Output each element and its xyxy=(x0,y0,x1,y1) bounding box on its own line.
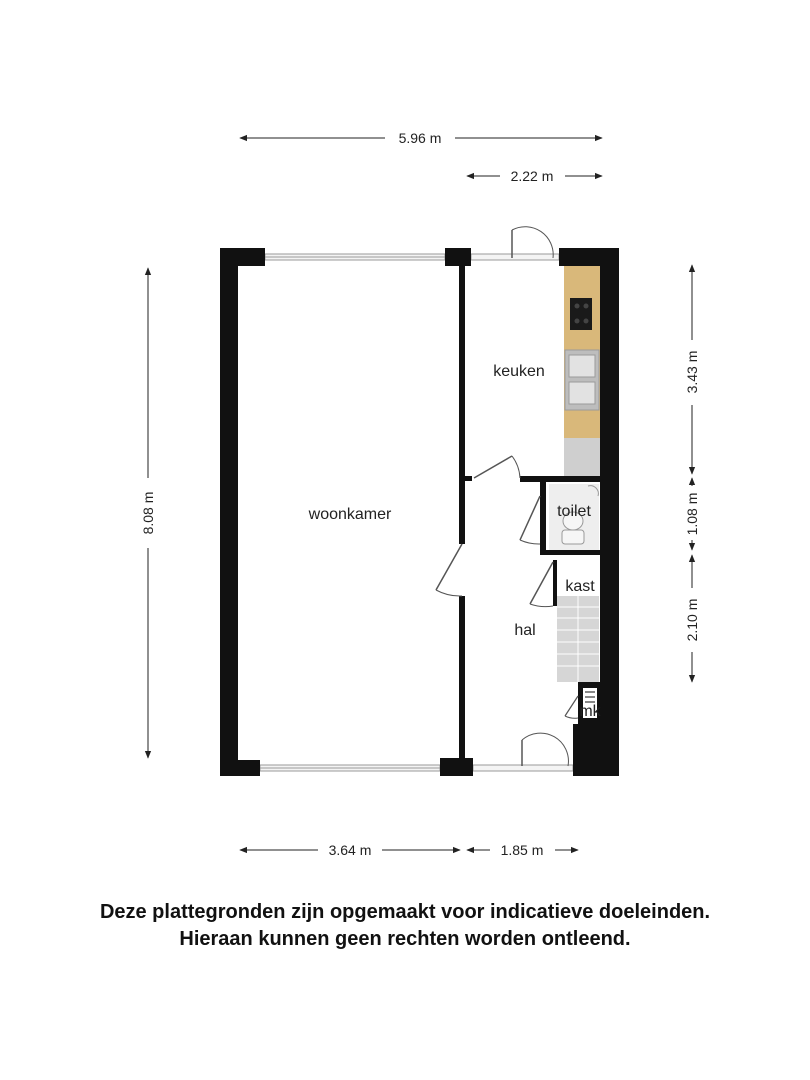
window-kitchen-top xyxy=(471,254,559,260)
dimension-right-kitchen xyxy=(684,265,700,474)
door-kitchen-exterior xyxy=(512,227,553,258)
burner-icon xyxy=(575,304,580,309)
kitchen-counter xyxy=(564,266,600,476)
dimension-label: 2.22 m xyxy=(510,168,554,184)
room-label-toilet: toilet xyxy=(557,503,591,520)
dimension-right-hall xyxy=(684,555,700,682)
wall-bottom-right xyxy=(573,724,619,776)
burner-icon xyxy=(584,304,589,309)
burner-icon xyxy=(584,319,589,324)
staircase xyxy=(557,596,599,682)
disclaimer-line-2: Hieraan kunnen geen rechten worden ontleend. xyxy=(179,928,631,950)
dimension-left-total xyxy=(140,268,156,758)
wall-top-left xyxy=(220,248,265,266)
dimension-label: 5.96 m xyxy=(398,130,442,146)
wall-kitchen-stub xyxy=(465,476,472,481)
wall-top-column xyxy=(445,248,471,266)
wall-right xyxy=(600,248,619,776)
door-living-hall xyxy=(436,544,462,596)
door-meter-cupboard xyxy=(565,696,578,718)
dimension-top-kitchen xyxy=(467,168,602,184)
wall-closet-left xyxy=(553,560,557,606)
door-toilet xyxy=(520,496,540,544)
wall-toilet-left xyxy=(540,482,546,554)
wall-toilet-bottom xyxy=(540,550,600,555)
windows xyxy=(260,254,573,771)
wall-kitchen-bottom xyxy=(520,476,600,482)
sink-basin-icon xyxy=(569,355,595,377)
door-kitchen-hall xyxy=(474,456,520,478)
door-front xyxy=(522,733,568,766)
dimension-label: 1.08 m xyxy=(684,492,700,536)
toilet-tank-icon xyxy=(562,530,584,544)
dimension-label: 8.08 m xyxy=(140,491,156,535)
burner-icon xyxy=(575,319,580,324)
room-label-keuken: keuken xyxy=(493,363,545,380)
wall-living-partition-lower xyxy=(459,596,465,760)
dimension-top-total xyxy=(240,130,602,146)
sink-basin-icon xyxy=(569,382,595,404)
window-hall-bottom xyxy=(473,765,573,771)
room-label-kast: kast xyxy=(565,578,595,595)
dimension-bottom-living xyxy=(240,842,460,858)
fridge-icon xyxy=(564,438,600,476)
door-closet xyxy=(530,562,553,607)
room-label-mk: mk xyxy=(579,703,601,720)
dimension-bottom-hall xyxy=(467,842,578,858)
wall-bottom-column xyxy=(440,758,473,776)
cooktop-icon xyxy=(570,298,592,330)
dimension-right-toilet xyxy=(684,478,700,550)
dimension-label: 1.85 m xyxy=(500,842,544,858)
dimension-label: 2.10 m xyxy=(684,598,700,642)
room-label-hal: hal xyxy=(514,622,536,639)
wall-bottom-left xyxy=(220,760,260,776)
wall-left xyxy=(220,248,238,776)
room-label-woonkamer: woonkamer xyxy=(308,506,392,523)
wall-living-partition-upper xyxy=(459,266,465,544)
dimension-label: 3.64 m xyxy=(328,842,372,858)
disclaimer-line-1: Deze plattegronden zijn opgemaakt voor indicatieve doeleinden. xyxy=(99,901,711,923)
dimension-label: 3.43 m xyxy=(684,350,700,394)
